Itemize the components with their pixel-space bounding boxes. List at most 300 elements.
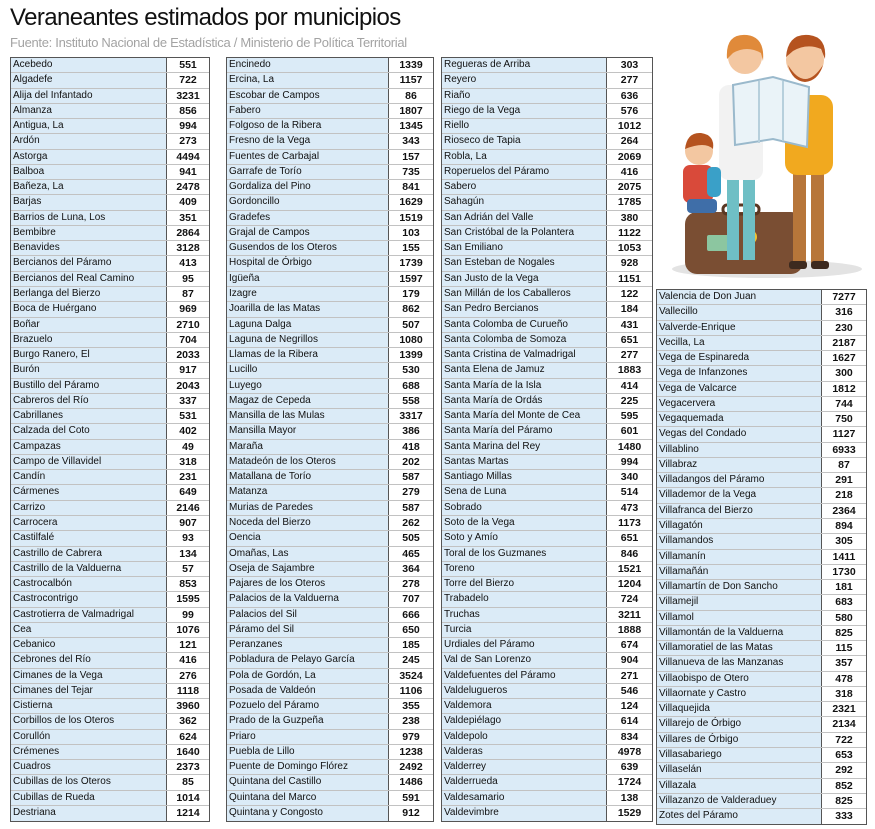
municipality-name: Turcia <box>442 623 607 637</box>
municipality-name: Crémenes <box>11 745 167 759</box>
table-row <box>657 443 866 458</box>
municipality-name: San Millán de los Caballeros <box>442 287 607 301</box>
visitor-count: 1012 <box>607 119 652 133</box>
table-row <box>657 351 866 366</box>
municipality-name: San Esteban de Nogales <box>442 256 607 270</box>
table-row <box>227 501 433 516</box>
visitor-count: 841 <box>389 180 433 194</box>
visitor-count: 825 <box>822 794 866 808</box>
table-row <box>442 333 652 348</box>
visitor-count: 413 <box>167 256 209 270</box>
visitor-count: 465 <box>389 547 433 561</box>
table-row <box>227 424 433 439</box>
table-row <box>11 150 209 165</box>
table-row <box>442 440 652 455</box>
municipality-name: Santa Marina del Rey <box>442 440 607 454</box>
municipality-name: Villamañán <box>657 565 822 579</box>
municipality-name: Cebanico <box>11 638 167 652</box>
visitor-count: 750 <box>822 412 866 426</box>
municipality-name: Cimanes del Tejar <box>11 684 167 698</box>
visitor-count: 185 <box>389 638 433 652</box>
municipality-name: Peranzanes <box>227 638 389 652</box>
municipality-name: Campazas <box>11 440 167 454</box>
municipality-name: Cuadros <box>11 760 167 774</box>
table-row <box>11 256 209 271</box>
visitor-count: 318 <box>167 455 209 469</box>
municipality-name: Algadefe <box>11 73 167 87</box>
table-row <box>227 516 433 531</box>
table-row <box>227 195 433 210</box>
table-row <box>11 562 209 577</box>
father-shoe-left <box>789 261 807 269</box>
visitor-count: 653 <box>822 748 866 762</box>
table-row <box>442 119 652 134</box>
municipality-name: Luyego <box>227 379 389 393</box>
municipality-name: Zotes del Páramo <box>657 809 822 824</box>
table-row <box>442 638 652 653</box>
visitor-count: 507 <box>389 318 433 332</box>
municipality-name: Villamol <box>657 611 822 625</box>
municipality-name: Gusendos de los Oteros <box>227 241 389 255</box>
municipality-name: Villademor de la Vega <box>657 488 822 502</box>
table-row <box>11 577 209 592</box>
municipality-name: Boñar <box>11 318 167 332</box>
municipality-name: Villazala <box>657 779 822 793</box>
municipality-name: Truchas <box>442 608 607 622</box>
table-row <box>442 669 652 684</box>
visitor-count: 1238 <box>389 745 433 759</box>
municipality-name: Corbillos de los Oteros <box>11 714 167 728</box>
visitor-count: 179 <box>389 287 433 301</box>
table-row <box>227 592 433 607</box>
table-row <box>227 577 433 592</box>
table-row <box>227 806 433 821</box>
table-row <box>227 440 433 455</box>
visitor-count: 649 <box>167 485 209 499</box>
visitor-count: 277 <box>607 73 652 87</box>
table-row <box>227 119 433 134</box>
visitor-count: 1053 <box>607 241 652 255</box>
visitor-count: 6933 <box>822 443 866 457</box>
municipality-name: Matanza <box>227 485 389 499</box>
visitor-count: 121 <box>167 638 209 652</box>
table-row <box>442 134 652 149</box>
visitor-count: 1204 <box>607 577 652 591</box>
municipality-name: Villarejo de Órbigo <box>657 717 822 731</box>
table-row <box>657 702 866 717</box>
table-row <box>11 58 209 73</box>
visitor-count: 155 <box>389 241 433 255</box>
municipality-name: Cabreros del Río <box>11 394 167 408</box>
table-row <box>227 318 433 333</box>
municipality-name: Folgoso de la Ribera <box>227 119 389 133</box>
table-row <box>11 104 209 119</box>
table-row <box>442 577 652 592</box>
table-row <box>11 684 209 699</box>
municipality-name: Laguna Dalga <box>227 318 389 332</box>
visitor-count: 994 <box>607 455 652 469</box>
municipality-name: Villabraz <box>657 458 822 472</box>
table-row <box>227 394 433 409</box>
visitor-count: 651 <box>607 333 652 347</box>
father-leg-left <box>793 173 806 263</box>
table-row <box>657 733 866 748</box>
visitor-count: 704 <box>167 333 209 347</box>
municipality-name: Roperuelos del Páramo <box>442 165 607 179</box>
municipality-name: Valdemora <box>442 699 607 713</box>
table-row <box>11 455 209 470</box>
table-row <box>442 470 652 485</box>
table-row <box>227 302 433 317</box>
municipality-name: Antigua, La <box>11 119 167 133</box>
visitor-count: 994 <box>167 119 209 133</box>
table-row <box>11 165 209 180</box>
table-row <box>11 531 209 546</box>
visitor-count: 230 <box>822 321 866 335</box>
municipality-name: Toreno <box>442 562 607 576</box>
table-row <box>11 592 209 607</box>
table-row <box>657 534 866 549</box>
municipality-name: Santiago Millas <box>442 470 607 484</box>
visitor-count: 979 <box>389 730 433 744</box>
table-row <box>657 641 866 656</box>
visitor-count: 357 <box>822 656 866 670</box>
source-note: Fuente: Instituto Nacional de Estadística / Ministerio de Política Territorial <box>10 35 407 50</box>
table-row <box>442 684 652 699</box>
municipality-name: Cebrones del Río <box>11 653 167 667</box>
municipality-name: Mansilla de las Mulas <box>227 409 389 423</box>
table-row <box>442 455 652 470</box>
visitor-count: 666 <box>389 608 433 622</box>
visitor-count: 1157 <box>389 73 433 87</box>
visitor-count: 3960 <box>167 699 209 713</box>
visitor-count: 1627 <box>822 351 866 365</box>
municipality-name: Quintana y Congosto <box>227 806 389 821</box>
visitor-count: 1730 <box>822 565 866 579</box>
municipality-name: Vega de Valcarce <box>657 382 822 396</box>
table-row <box>442 104 652 119</box>
visitor-count: 473 <box>607 501 652 515</box>
visitor-count: 333 <box>822 809 866 824</box>
municipality-name: Valderas <box>442 745 607 759</box>
table-row <box>657 779 866 794</box>
visitor-count: 1595 <box>167 592 209 606</box>
visitor-count: 409 <box>167 195 209 209</box>
visitor-count: 1076 <box>167 623 209 637</box>
municipality-name: Izagre <box>227 287 389 301</box>
municipality-name: Boca de Huérgano <box>11 302 167 316</box>
table-row <box>442 89 652 104</box>
municipality-name: Benavides <box>11 241 167 255</box>
municipality-name: Val de San Lorenzo <box>442 653 607 667</box>
visitor-count: 355 <box>389 699 433 713</box>
table-row <box>227 363 433 378</box>
municipality-name: Pajares de los Oteros <box>227 577 389 591</box>
visitor-count: 1883 <box>607 363 652 377</box>
visitor-count: 862 <box>389 302 433 316</box>
visitor-count: 1345 <box>389 119 433 133</box>
municipality-name: Villablino <box>657 443 822 457</box>
visitor-count: 580 <box>822 611 866 625</box>
municipality-name: Santa Elena de Jamuz <box>442 363 607 377</box>
visitor-count: 431 <box>607 318 652 332</box>
visitor-count: 4978 <box>607 745 652 759</box>
municipality-name: Bañeza, La <box>11 180 167 194</box>
visitor-count: 85 <box>167 775 209 789</box>
municipality-name: Vegas del Condado <box>657 427 822 441</box>
table-row <box>11 89 209 104</box>
visitor-count: 852 <box>822 779 866 793</box>
father-shoe-right <box>811 261 829 269</box>
visitor-count: 318 <box>822 687 866 701</box>
table-row <box>657 412 866 427</box>
visitor-count: 651 <box>607 531 652 545</box>
table-row <box>442 653 652 668</box>
visitor-count: 551 <box>167 58 209 72</box>
table-row <box>11 501 209 516</box>
municipality-name: Encinedo <box>227 58 389 72</box>
municipality-name: Páramo del Sil <box>227 623 389 637</box>
visitor-count: 87 <box>822 458 866 472</box>
municipality-name: Valdefuentes del Páramo <box>442 669 607 683</box>
table-row <box>227 287 433 302</box>
municipality-name: Cabrillanes <box>11 409 167 423</box>
suitcase-sticker <box>707 235 729 251</box>
table-row <box>227 531 433 546</box>
visitor-count: 184 <box>607 302 652 316</box>
visitor-count: 2373 <box>167 760 209 774</box>
visitor-count: 277 <box>607 348 652 362</box>
municipality-name: Gordoncillo <box>227 195 389 209</box>
visitor-count: 707 <box>389 592 433 606</box>
municipality-name: Villaselán <box>657 763 822 777</box>
table-row <box>657 473 866 488</box>
visitor-count: 1118 <box>167 684 209 698</box>
table-row <box>227 58 433 73</box>
table-row <box>11 211 209 226</box>
visitor-count: 278 <box>389 577 433 591</box>
visitor-count: 2187 <box>822 336 866 350</box>
municipality-name: Villamanín <box>657 550 822 564</box>
municipality-name: Matallana de Torío <box>227 470 389 484</box>
map <box>733 77 809 147</box>
municipality-name: Valencia de Don Juan <box>657 290 822 304</box>
visitor-count: 587 <box>389 501 433 515</box>
municipality-name: Acebedo <box>11 58 167 72</box>
visitor-count: 7277 <box>822 290 866 304</box>
visitor-count: 364 <box>389 562 433 576</box>
municipality-name: Fuentes de Carbajal <box>227 150 389 164</box>
table-row <box>11 424 209 439</box>
table-row <box>657 321 866 336</box>
visitor-count: 2043 <box>167 379 209 393</box>
municipality-name: Valdesamario <box>442 791 607 805</box>
table-row <box>657 717 866 732</box>
visitor-count: 86 <box>389 89 433 103</box>
visitor-count: 904 <box>607 653 652 667</box>
visitor-count: 1888 <box>607 623 652 637</box>
table-row <box>227 455 433 470</box>
visitor-count: 1080 <box>389 333 433 347</box>
visitor-count: 291 <box>822 473 866 487</box>
visitor-count: 514 <box>607 485 652 499</box>
page-title: Veraneantes estimados por municipios <box>10 4 401 31</box>
visitor-count: 2075 <box>607 180 652 194</box>
table-row <box>442 516 652 531</box>
visitor-count: 531 <box>167 409 209 423</box>
visitor-count: 262 <box>389 516 433 530</box>
table-row <box>442 180 652 195</box>
municipality-name: Sena de Luna <box>442 485 607 499</box>
table-row <box>657 794 866 809</box>
table-row <box>11 272 209 287</box>
municipality-name: Valdelugueros <box>442 684 607 698</box>
visitor-count: 587 <box>389 470 433 484</box>
visitor-count: 601 <box>607 424 652 438</box>
visitor-count: 416 <box>607 165 652 179</box>
table-row <box>227 562 433 577</box>
table-row <box>442 348 652 363</box>
municipality-name: Quintana del Marco <box>227 791 389 805</box>
municipality-name: San Justo de la Vega <box>442 272 607 286</box>
table-row <box>657 382 866 397</box>
table-row <box>657 488 866 503</box>
table-column-2 <box>226 57 434 822</box>
visitor-count: 300 <box>822 366 866 380</box>
table-row <box>227 211 433 226</box>
table-row <box>11 516 209 531</box>
table-row <box>227 470 433 485</box>
municipality-name: Santas Martas <box>442 455 607 469</box>
municipality-name: Hospital de Órbigo <box>227 256 389 270</box>
municipality-name: Castrillo de Cabrera <box>11 547 167 561</box>
visitor-count: 614 <box>607 714 652 728</box>
table-row <box>657 748 866 763</box>
municipality-name: Balboa <box>11 165 167 179</box>
visitor-count: 1519 <box>389 211 433 225</box>
municipality-name: Santa Cristina de Valmadrigal <box>442 348 607 362</box>
visitor-count: 1629 <box>389 195 433 209</box>
municipality-name: Ercina, La <box>227 73 389 87</box>
table-row <box>227 623 433 638</box>
visitor-count: 1529 <box>607 806 652 821</box>
municipality-name: Villamoratiel de las Matas <box>657 641 822 655</box>
table-row <box>11 699 209 714</box>
municipality-name: Prado de la Guzpeña <box>227 714 389 728</box>
visitor-count: 414 <box>607 379 652 393</box>
table-row <box>11 119 209 134</box>
visitor-count: 928 <box>607 256 652 270</box>
municipality-name: Santa María del Páramo <box>442 424 607 438</box>
visitor-count: 4494 <box>167 150 209 164</box>
municipality-name: Igüeña <box>227 272 389 286</box>
municipality-name: Pobladura de Pelayo García <box>227 653 389 667</box>
table-row <box>657 504 866 519</box>
visitor-count: 478 <box>822 672 866 686</box>
table-row <box>227 699 433 714</box>
municipality-name: Alija del Infantado <box>11 89 167 103</box>
visitor-count: 3211 <box>607 608 652 622</box>
visitor-count: 238 <box>389 714 433 728</box>
visitor-count: 1480 <box>607 440 652 454</box>
visitor-count: 846 <box>607 547 652 561</box>
table-row <box>11 195 209 210</box>
municipality-name: Bembibre <box>11 226 167 240</box>
table-row <box>227 379 433 394</box>
table-row <box>442 485 652 500</box>
visitor-count: 273 <box>167 134 209 148</box>
visitor-count: 2134 <box>822 717 866 731</box>
table-row <box>227 684 433 699</box>
municipality-name: Soto de la Vega <box>442 516 607 530</box>
municipality-name: Vega de Espinareda <box>657 351 822 365</box>
municipality-name: Santa María de la Isla <box>442 379 607 393</box>
visitor-count: 1521 <box>607 562 652 576</box>
visitor-count: 591 <box>389 791 433 805</box>
municipality-name: Puente de Domingo Flórez <box>227 760 389 774</box>
visitor-count: 1724 <box>607 775 652 789</box>
municipality-name: Pozuelo del Páramo <box>227 699 389 713</box>
table-row <box>227 89 433 104</box>
table-row <box>11 226 209 241</box>
table-row <box>11 547 209 562</box>
table-row <box>442 73 652 88</box>
visitor-count: 595 <box>607 409 652 423</box>
table-row <box>442 226 652 241</box>
visitor-count: 418 <box>389 440 433 454</box>
visitor-count: 57 <box>167 562 209 576</box>
visitor-count: 225 <box>607 394 652 408</box>
municipality-name: Posada de Valdeón <box>227 684 389 698</box>
municipality-name: Villaobispo de Otero <box>657 672 822 686</box>
table-row <box>227 653 433 668</box>
visitor-count: 917 <box>167 363 209 377</box>
table-row <box>657 290 866 305</box>
visitor-count: 2069 <box>607 150 652 164</box>
table-row <box>11 287 209 302</box>
table-row <box>11 302 209 317</box>
municipality-name: Villares de Órbigo <box>657 733 822 747</box>
municipality-name: Villazanzo de Valderaduey <box>657 794 822 808</box>
municipality-name: Matadeón de los Oteros <box>227 455 389 469</box>
table-row <box>227 409 433 424</box>
table-row <box>442 150 652 165</box>
visitor-count: 853 <box>167 577 209 591</box>
table-row <box>442 318 652 333</box>
municipality-name: Valderrey <box>442 760 607 774</box>
visitor-count: 340 <box>607 470 652 484</box>
municipality-name: Urdiales del Páramo <box>442 638 607 652</box>
visitor-count: 87 <box>167 287 209 301</box>
municipality-name: Villasabariego <box>657 748 822 762</box>
municipality-name: Reyero <box>442 73 607 87</box>
table-row <box>442 409 652 424</box>
table-row <box>442 211 652 226</box>
municipality-name: Fresno de la Vega <box>227 134 389 148</box>
table-row <box>657 305 866 320</box>
table-row <box>11 348 209 363</box>
visitor-count: 1214 <box>167 806 209 821</box>
table-row <box>442 394 652 409</box>
municipality-name: Valdevimbre <box>442 806 607 821</box>
table-row <box>11 333 209 348</box>
visitor-count: 856 <box>167 104 209 118</box>
table-row <box>11 394 209 409</box>
municipality-name: Burgo Ranero, El <box>11 348 167 362</box>
table-row <box>11 409 209 424</box>
visitor-count: 276 <box>167 669 209 683</box>
visitor-count: 1151 <box>607 272 652 286</box>
